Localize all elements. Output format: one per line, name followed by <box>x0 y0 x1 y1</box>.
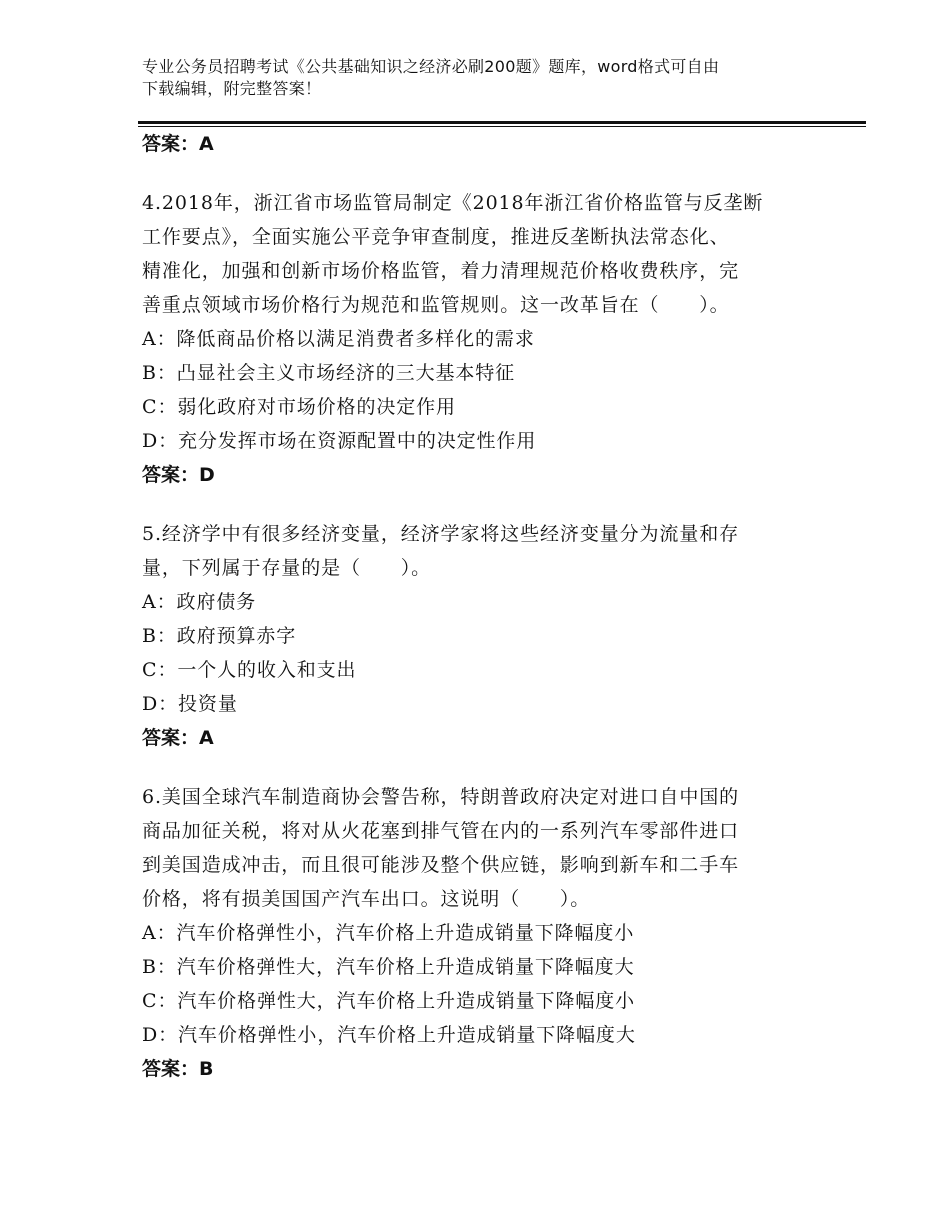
stem-line: 价格，将有损美国国产汽车出口。这说明（ ）。 <box>142 888 591 910</box>
option-d: D：充分发挥市场在资源配置中的决定性作用 <box>142 430 537 452</box>
answer-label: 答案：D <box>142 464 215 486</box>
option-b: B：汽车价格弹性大，汽车价格上升造成销量下降幅度大 <box>142 956 635 978</box>
option-c: C：汽车价格弹性大，汽车价格上升造成销量下降幅度小 <box>142 990 636 1012</box>
stem-line: 商品加征关税，将对从火花塞到排气管在内的一系列汽车零部件进口 <box>142 820 740 842</box>
option-a: A：政府债务 <box>142 591 257 613</box>
option-c: C：一个人的收入和支出 <box>142 659 357 681</box>
header-rule-thick <box>138 121 866 124</box>
document-content <box>142 127 842 1086</box>
question-stem <box>142 517 842 585</box>
question-stem <box>142 780 842 916</box>
option-d: D：投资量 <box>142 693 238 715</box>
option-d: D：汽车价格弹性小，汽车价格上升造成销量下降幅度大 <box>142 1024 636 1046</box>
question-4 <box>142 186 842 492</box>
stem-line: 5.经济学中有很多经济变量，经济学家将这些经济变量分为流量和存 <box>142 523 740 545</box>
question-6 <box>142 780 842 1086</box>
answer-label: 答案：B <box>142 1058 214 1080</box>
answer-label: 答案：A <box>142 727 214 749</box>
question-5 <box>142 517 842 755</box>
stem-line: 到美国造成冲击，而且很可能涉及整个供应链，影响到新车和二手车 <box>142 854 740 876</box>
option-b: B：凸显社会主义市场经济的三大基本特征 <box>142 362 516 384</box>
stem-line: 工作要点》，全面实施公平竞争审查制度，推进反垄断执法常态化、 <box>142 226 730 248</box>
previous-question-answer: 答案：A <box>142 133 214 155</box>
option-a: A：降低商品价格以满足消费者多样化的需求 <box>142 328 535 350</box>
header-line-2: 下载编辑，附完整答案！ <box>142 79 322 98</box>
option-b: B：政府预算赤字 <box>142 625 297 647</box>
question-stem <box>142 186 842 322</box>
stem-line: 善重点领域市场价格行为规范和监管规则。这一改革旨在（ ）。 <box>142 294 730 316</box>
option-a: A：汽车价格弹性小，汽车价格上升造成销量下降幅度小 <box>142 922 635 944</box>
stem-line: 精准化，加强和创新市场价格监管，着力清理规范价格收费秩序，完 <box>142 260 740 282</box>
document-header <box>142 56 842 100</box>
stem-line: 6.美国全球汽车制造商协会警告称，特朗普政府决定对进口自中国的 <box>142 786 740 808</box>
stem-line: 量，下列属于存量的是（ ）。 <box>142 557 432 579</box>
header-line-1: 专业公务员招聘考试《公共基础知识之经济必刷200题》题库，word格式可自由 <box>142 57 720 76</box>
option-c: C：弱化政府对市场价格的决定作用 <box>142 396 456 418</box>
stem-line: 4.2018年，浙江省市场监管局制定《2018年浙江省价格监管与反垄断 <box>142 192 764 214</box>
